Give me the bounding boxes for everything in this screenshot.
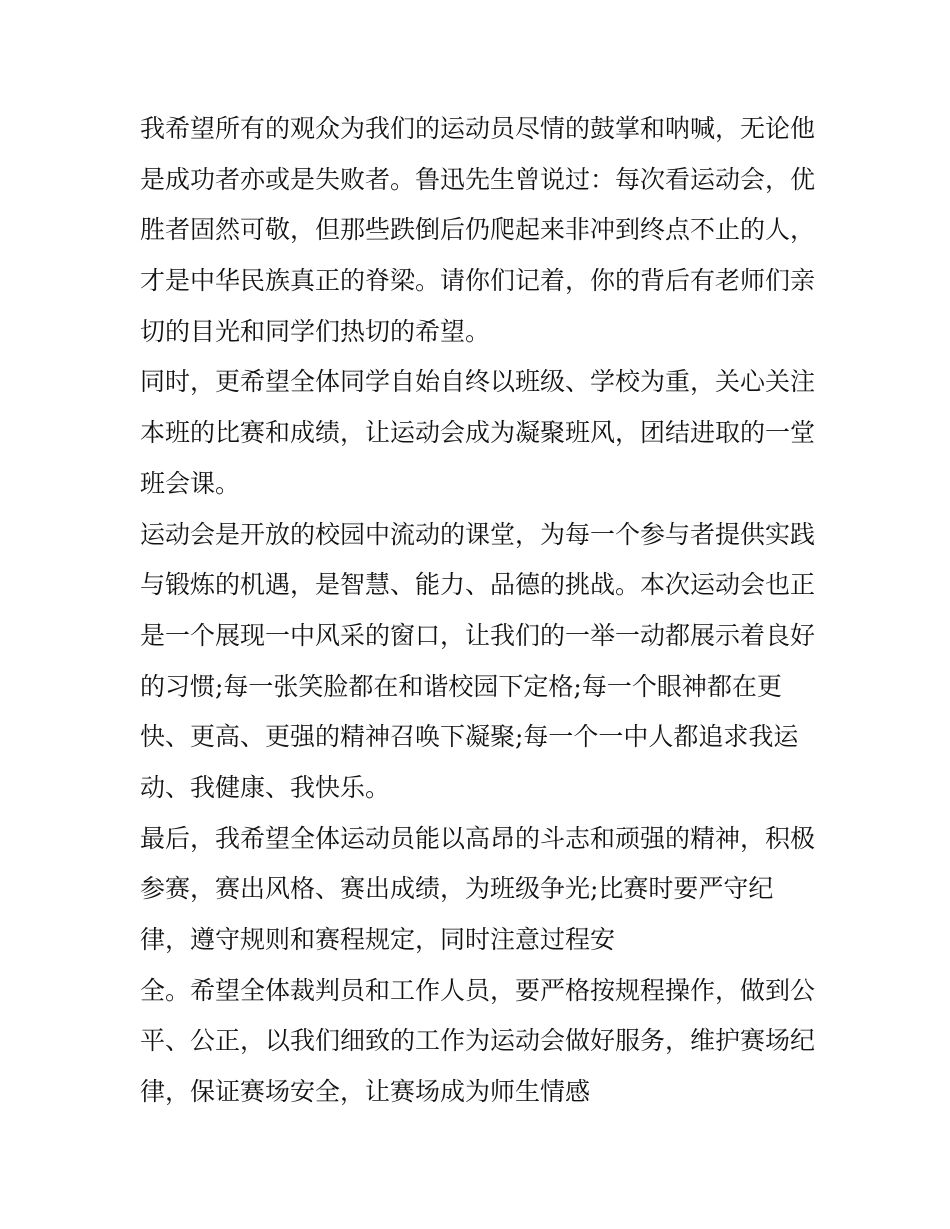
text-line: 的习惯;每一张笑脸都在和谐校园下定格;每一个眼神都在更 — [140, 671, 782, 701]
text-line: 平、公正，以我们细致的工作为运动会做好服务，维护赛场纪 — [140, 1026, 816, 1056]
text-line: 参赛，赛出风格、赛出成绩，为班级争光;比赛时要严守纪 — [140, 874, 774, 904]
text-line: 是一个展现一中风采的窗口，让我们的一举一动都展示着良好 — [140, 620, 816, 650]
text-line: 切的目光和同学们热切的希望。 — [140, 316, 491, 346]
text-line: 快、更高、更强的精神召唤下凝聚;每一个一中人都追求我运 — [140, 722, 799, 752]
text-line: 全。希望全体裁判员和工作人员，要严格按规程操作，做到公 — [140, 975, 816, 1005]
text-line: 才是中华民族真正的脊梁。请你们记着，你的背后有老师们亲 — [140, 266, 816, 296]
text-line: 律，遵守规则和赛程规定，同时注意过程安 — [140, 925, 616, 954]
text-line: 是成功者亦或是失败者。鲁迅先生曾说过：每次看运动会，优 — [140, 164, 816, 194]
text-line: 动、我健康、我快乐。 — [140, 772, 391, 802]
text-line: 胜者固然可敬，但那些跌倒后仍爬起来非冲到终点不止的人， — [140, 215, 816, 245]
text-line: 我希望所有的观众为我们的运动员尽情的鼓掌和呐喊，无论他 — [140, 114, 816, 143]
body-text — [140, 104, 820, 1118]
text-line: 最后，我希望全体运动员能以高昂的斗志和顽强的精神，积极 — [140, 823, 816, 853]
text-line: 班会课。 — [140, 468, 241, 498]
text-line: 同时，更希望全体同学自始自终以班级、学校为重，关心关注 — [140, 367, 816, 397]
text-line: 本班的比赛和成绩，让运动会成为凝聚班风，团结进取的一堂 — [140, 418, 816, 448]
text-line: 与锻炼的机遇，是智慧、能力、品德的挑战。本次运动会也正 — [140, 570, 816, 600]
text-line: 运动会是开放的校园中流动的课堂，为每一个参与者提供实践 — [140, 519, 816, 549]
text-line: 律，保证赛场安全，让赛场成为师生情感 — [140, 1077, 591, 1107]
